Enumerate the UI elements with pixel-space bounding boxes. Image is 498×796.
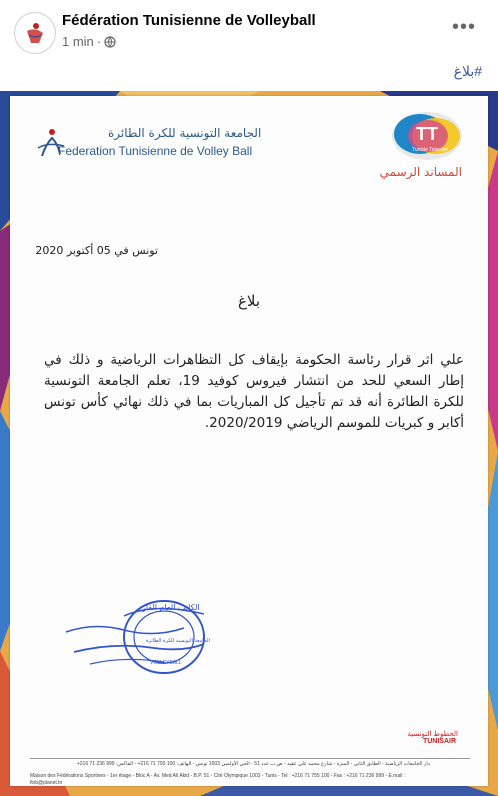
post-time[interactable]: 1 min — [62, 34, 94, 49]
more-options-icon[interactable]: ••• — [451, 16, 476, 38]
sponsor-label: المساند الرسمي — [379, 165, 462, 179]
federation-name-arabic: الجامعة التونسية للكرة الطائرة — [108, 126, 262, 140]
tunisair-label-arabic: الخطوط التونسية — [407, 730, 458, 738]
sponsor-logo-sub: Tunisie Telecom — [412, 147, 448, 153]
globe-icon — [104, 36, 116, 48]
signature-title: الكاتب العام القار — [142, 603, 200, 612]
federation-name-french: Federation Tunisienne de Volley Ball — [58, 144, 253, 158]
page-name[interactable]: Fédération Tunisienne de Volleyball — [62, 12, 316, 29]
tunisie-telecom-logo-icon — [390, 110, 464, 162]
sponsor-logo-text: TT — [416, 124, 438, 144]
footer-address-arabic: دار الجامعات الرياضية - الطابق الثاني - المنزه - شارع محمد علي عقيد - ص.ب عدد 51 - الحي الأولمبي 1003 تونس - الهاتف: 100 793 71 216+ - الفاكس: 999 236 71 216+ — [76, 761, 430, 767]
tunisair-label: TUNISAIR — [422, 738, 456, 745]
footer-address-french: Maison des Fédérations Sportives - 1er étage - Bloc A - Av. Med Ali Akid - B.P. 51 - Cité Olympique 1003 - Tunis - Tel : +216 71 755 100 - Fax : +216 71 236 999 - E.mail : ftvb@planet.tn — [30, 773, 406, 786]
official-stamp — [54, 592, 214, 682]
post-meta — [62, 34, 116, 49]
document-title: بلاغ — [237, 292, 261, 310]
letter-paper — [10, 96, 488, 786]
federation-avatar-logo — [15, 13, 55, 53]
page-avatar[interactable] — [14, 12, 56, 54]
document-image[interactable] — [0, 91, 498, 796]
footer-divider — [30, 758, 470, 759]
document-body: علي اثر قرار رئاسة الحكومة بإيقاف كل التظاهرات الرياضية و ذلك في إطار السعي للحد من انتشار فيروس كوفيد 19، تعلم الجامعة التونسية للكرة الطائرة أنه قد تم تأجيل كل المباريات بما في ذلك نهائي كأس تونس أكابر و كبريات للموسم الرياضي 2020/2019. — [44, 352, 464, 431]
stamp-sub: VOLLEYBALL — [150, 660, 182, 666]
meta-separator: · — [96, 34, 102, 49]
stamp-text: الجامعة التونسية للكرة الطائرة — [146, 638, 210, 644]
hashtag-link[interactable]: #بلاغ — [453, 63, 482, 79]
document-date: تونس في 05 أكتوبر 2020 — [35, 244, 158, 257]
post-header — [0, 0, 498, 90]
